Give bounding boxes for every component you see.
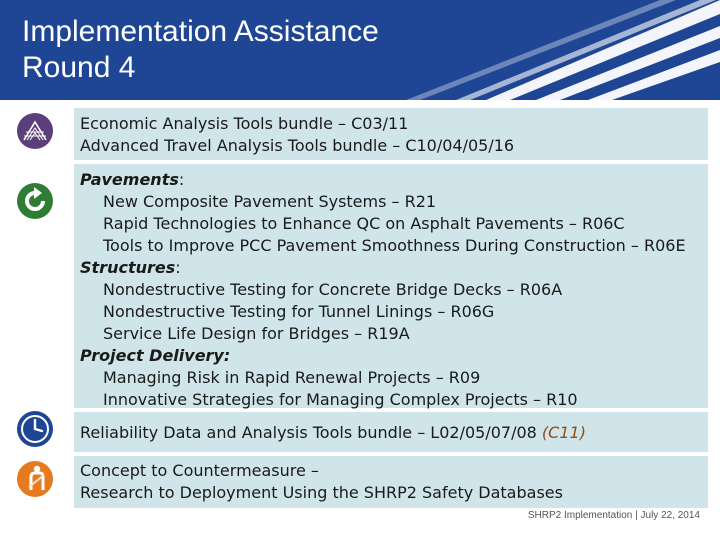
slide-footer: SHRP2 Implementation | July 22, 2014 <box>527 510 700 521</box>
slide-header <box>0 0 720 100</box>
delivery-item: Innovative Strategies for Managing Complex Projects – R10 <box>103 390 578 409</box>
title-line-1: Implementation Assistance <box>22 15 379 48</box>
structures-item: Nondestructive Testing for Concrete Bridge Decks – R06A <box>103 280 563 299</box>
reliability-tools-box <box>74 412 708 454</box>
reliability-clock-icon <box>16 410 54 448</box>
pavements-item: Tools to Improve PCC Pavement Smoothness During Construction – R06E <box>103 236 686 255</box>
safety-tools-box <box>74 456 708 510</box>
structures-item: Service Life Design for Bridges – R19A <box>103 324 410 343</box>
structures-heading: Structures <box>80 258 176 277</box>
structures-item: Nondestructive Testing for Tunnel Linings – R06G <box>103 302 495 321</box>
safety-line-2: Research to Deployment Using the SHRP2 Safety Databases <box>80 483 563 502</box>
slide-title <box>22 14 379 86</box>
reliability-ref: (C11) <box>541 423 586 442</box>
safety-line-1: Concept to Countermeasure – <box>80 461 319 480</box>
project-delivery-heading: Project Delivery: <box>80 346 231 365</box>
renewal-products-box: Pavements: New Composite Pavement Systems – R21 Rapid Technologies to Enhance QC on Asphalt Pavements – R06C Tools to Improve PCC Pavement Smoothness During Construction – R06E Structures: Nondestructive Testing for Concrete Bridge Decks – R06A Nondestructive Testing for Tunnel Linings – R06G Service Life Design for Bridges – R19A Project Delivery: Managing Risk in Rapid Renewal Projects – R09 Innovative Strategies for Managing Complex Projects – R10 <box>74 164 708 410</box>
pavements-heading: Pavements <box>80 170 179 189</box>
travel-tools-line: Advanced Travel Analysis Tools bundle – C10/04/05/16 <box>80 136 515 155</box>
title-line-2: Round 4 <box>22 51 136 84</box>
capacity-tools-box <box>74 108 708 162</box>
capacity-bridge-icon <box>16 112 54 150</box>
safety-seatbelt-icon <box>16 460 54 498</box>
reliability-text: Reliability Data and Analysis Tools bundle – L02/05/07/08 <box>80 423 537 442</box>
renewal-arrow-icon <box>16 182 54 220</box>
pavements-item: Rapid Technologies to Enhance QC on Asphalt Pavements – R06C <box>103 214 625 233</box>
delivery-item: Managing Risk in Rapid Renewal Projects – R09 <box>103 368 481 387</box>
pavements-item: New Composite Pavement Systems – R21 <box>103 192 437 211</box>
econ-tools-line: Economic Analysis Tools bundle – C03/11 <box>80 114 409 133</box>
